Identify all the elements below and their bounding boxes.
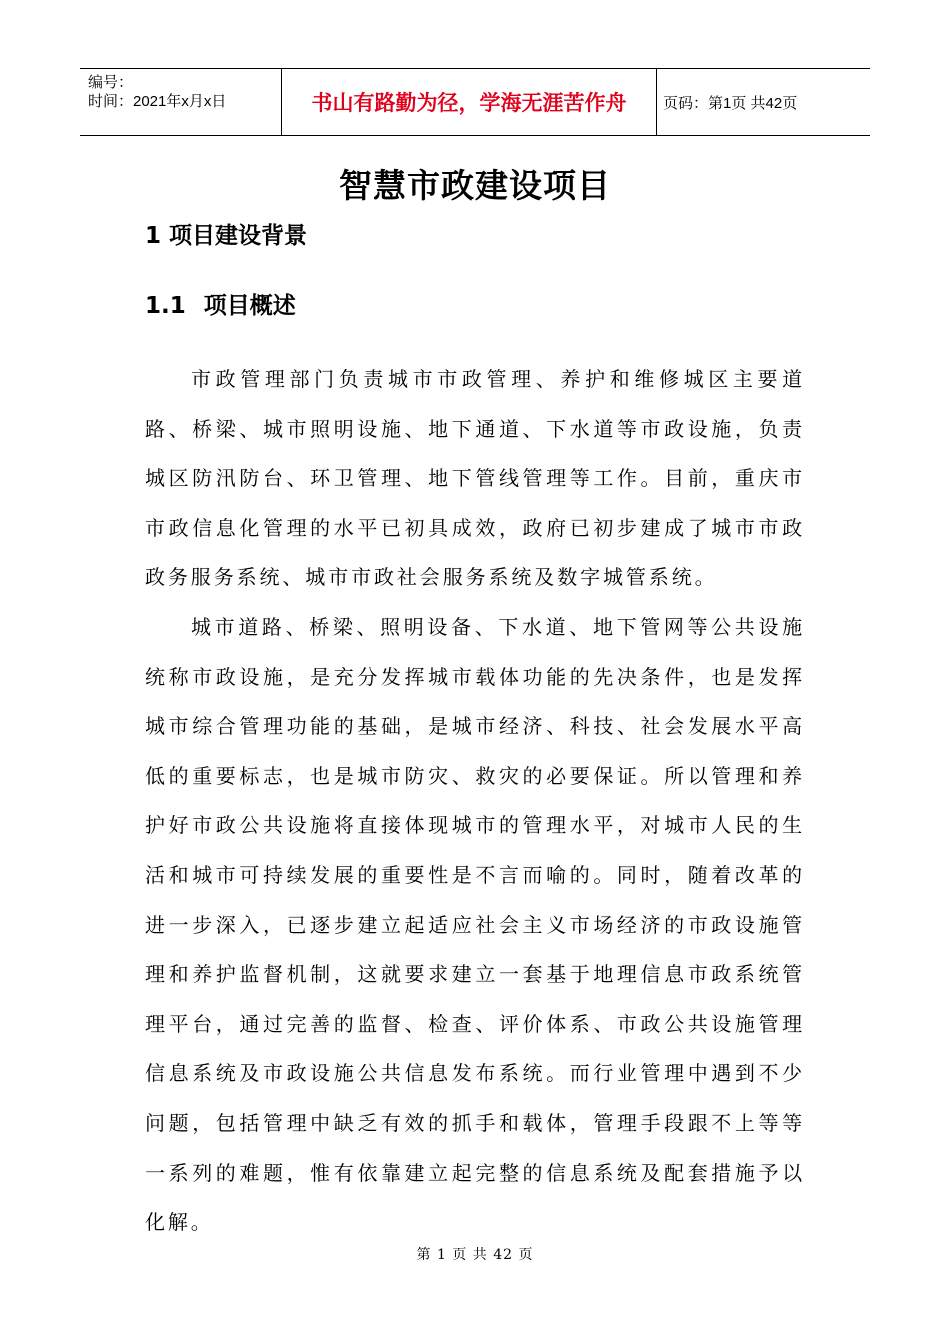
section-heading-1: 1 项目建设背景 <box>145 223 308 249</box>
page-footer: 第 1 页 共 42 页 <box>416 1247 534 1263</box>
section-title: 项目概述 <box>203 293 296 319</box>
header-motto: 书山有路勤为径，学海无涯苦作舟 <box>282 69 657 135</box>
date-label: 时间：2021年x月x日 <box>88 93 227 110</box>
document-title: 智慧市政建设项目 <box>339 166 611 205</box>
body-paragraph: 市政管理部门负责城市市政管理、养护和维修城区主要道路、桥梁、城市照明设施、地下通道、下水道等市政设施，负责城区防汛防台、环卫管理、地下管线管理等工作。目前，重庆市市政信息化管理的水平已初具成效，政府已初步建成了城市市政政务服务系统、城市市政社会服务系统及数字城管系统。 <box>145 367 805 590</box>
section-heading-1-1 <box>145 287 296 320</box>
header-page-info: 页码：第1页 共42页 <box>663 94 798 112</box>
document-body <box>145 355 805 1248</box>
document-header-table <box>80 68 870 136</box>
body-paragraph: 城市道路、桥梁、照明设备、下水道、地下管网等公共设施统称市政设施，是充分发挥城市载体功能的先决条件，也是发挥城市综合管理功能的基础，是城市经济、科技、社会发展水平高低的重要标志，也是城市防灾、救灾的必要保证。所以管理和养护好市政公共设施将直接体现城市的管理水平，对城市人民的生活和城市可持续发展的重要性是不言而喻的。同时，随着改革的进一步深入，已逐步建立起适应社会主义市场经济的市政设施管理和养护监督机制，这就要求建立一套基于地理信息市政系统管理平台，通过完善的监督、检查、评价体系、市政公共设施管理信息系统及市政设施公共信息发布系统。而行业管理中遇到不少问题，包括管理中缺乏有效的抓手和载体，管理手段跟不上等等一系列的难题，惟有依靠建立起完整的信息系统及配套措施予以化解。 <box>145 614 805 1235</box>
header-meta-cell <box>80 69 282 135</box>
section-number: 1.1 <box>145 293 186 319</box>
serial-number-label: 编号： <box>88 74 134 91</box>
